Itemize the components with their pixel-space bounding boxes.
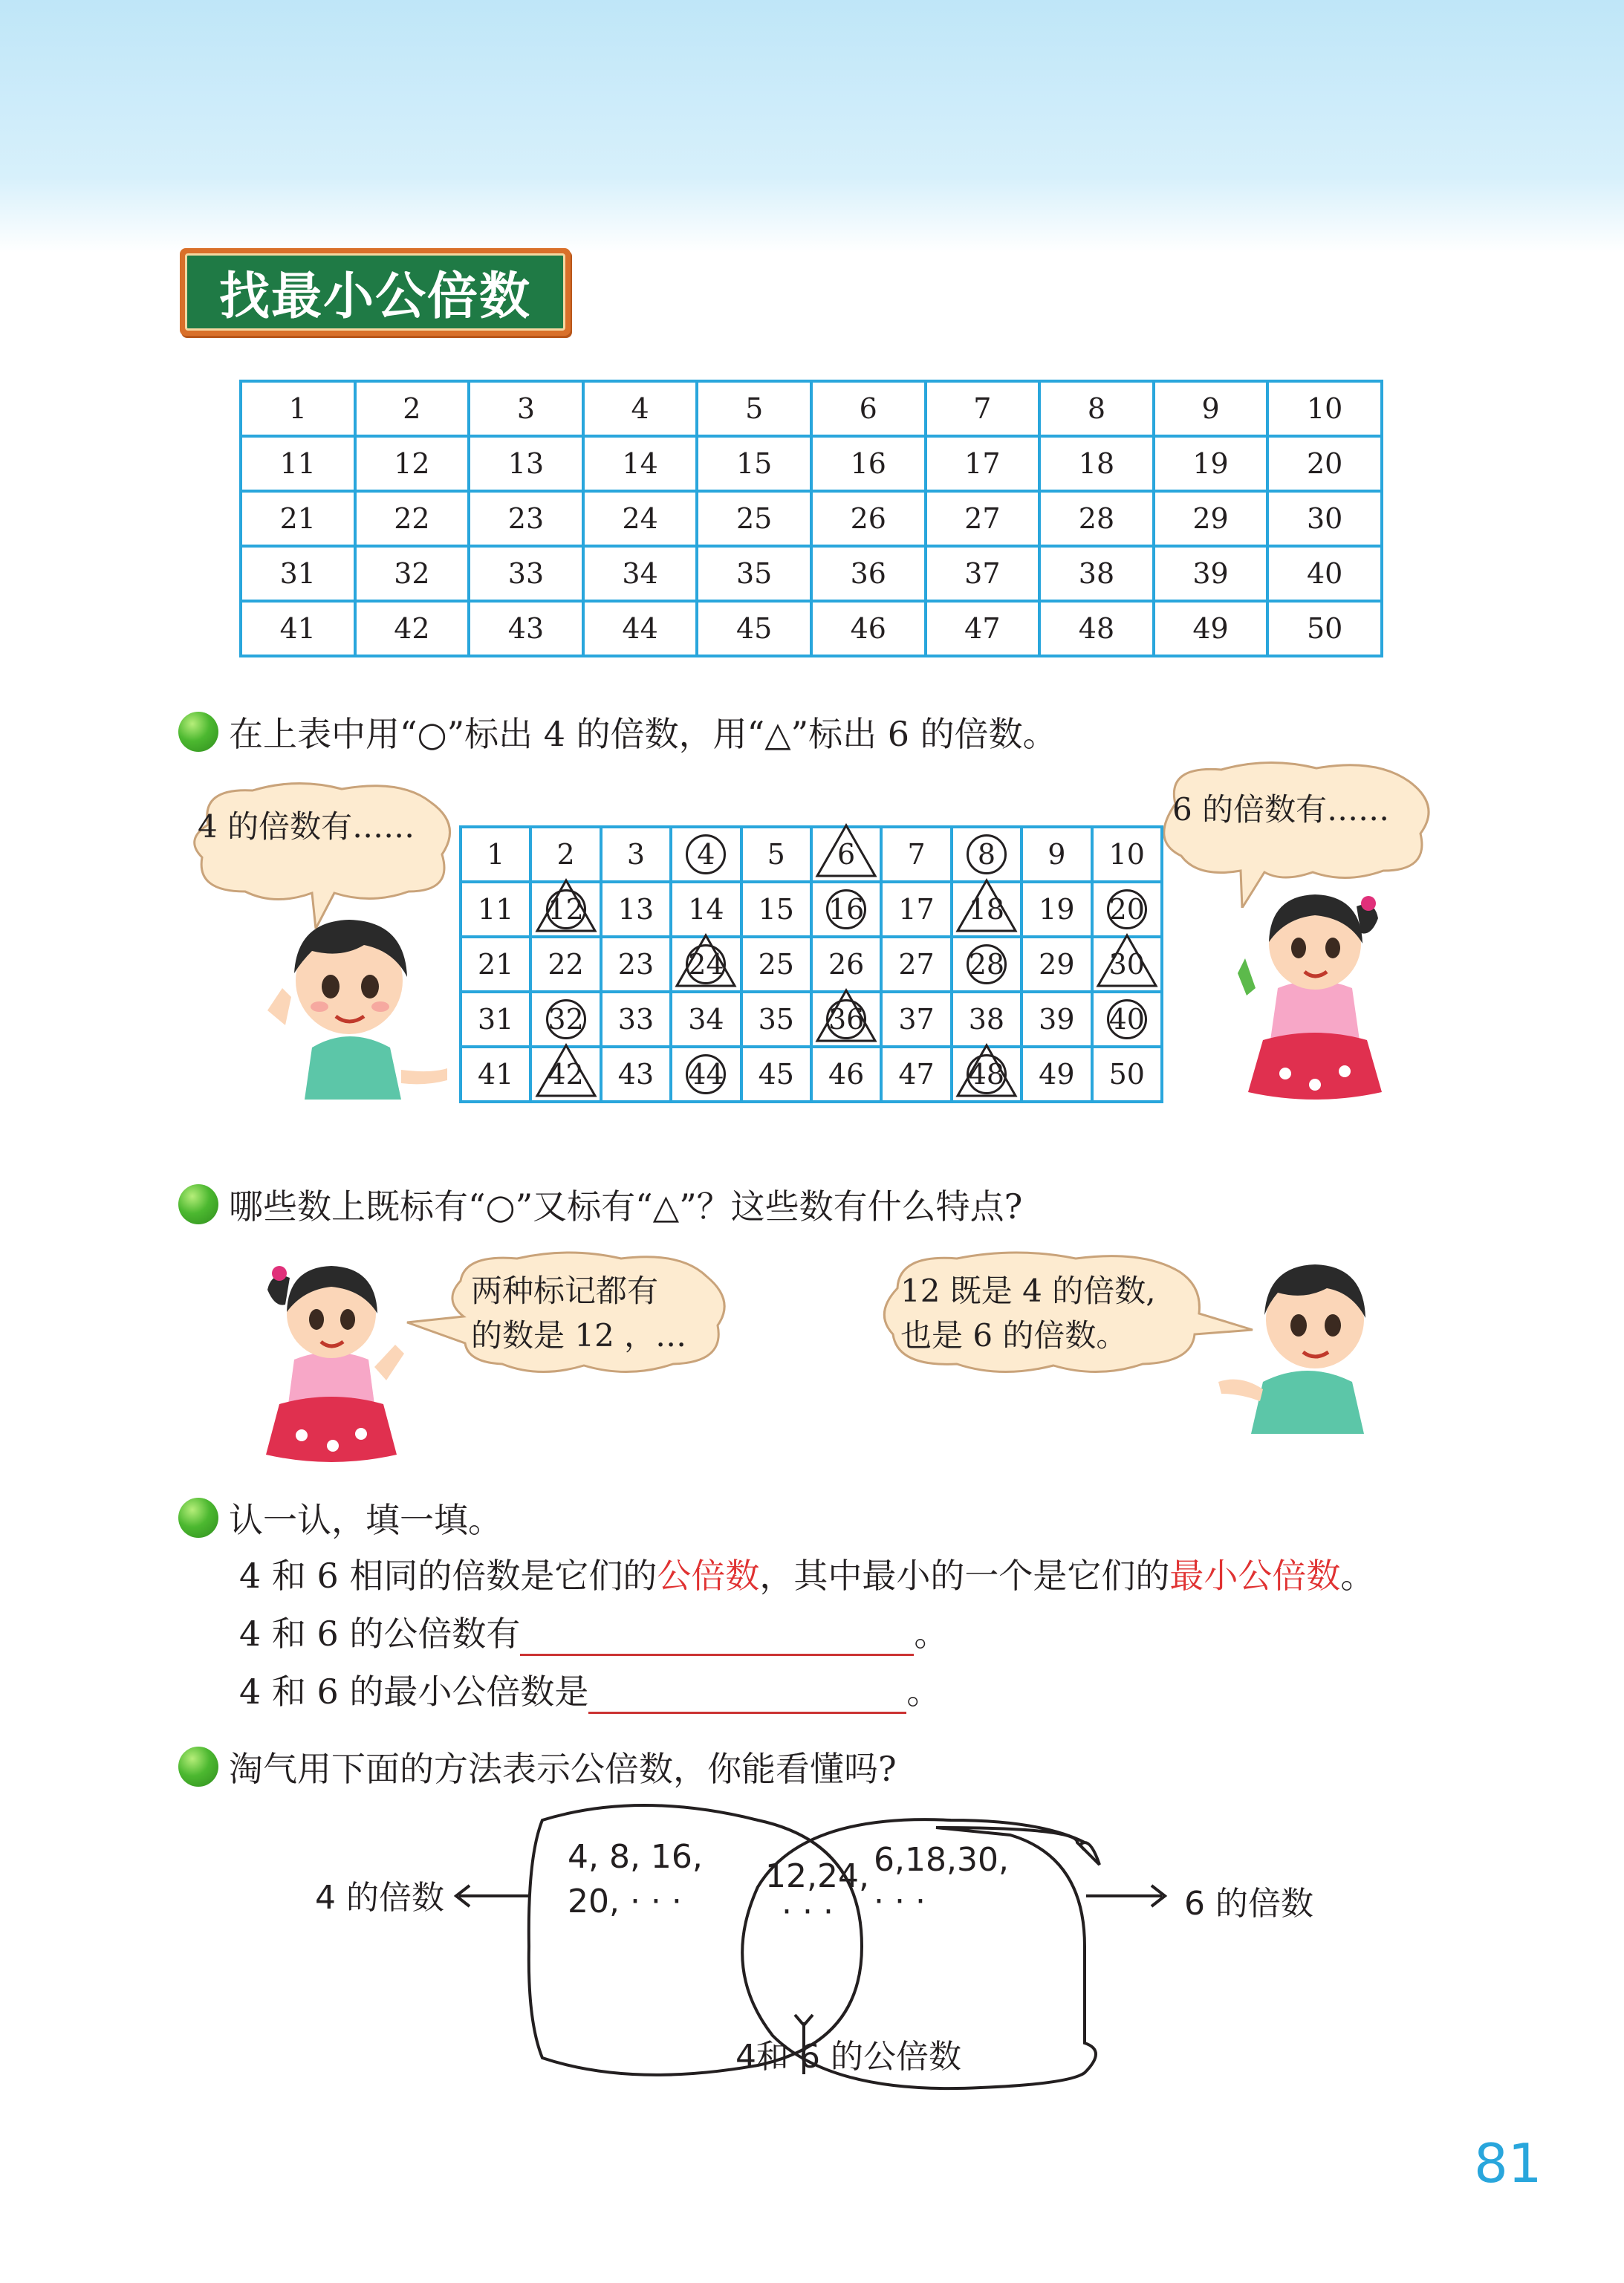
table-cell xyxy=(926,601,1040,656)
term-least-common-multiple: 最小公倍数 xyxy=(1169,1556,1341,1596)
table-cell xyxy=(741,1047,811,1102)
cell-number: 36 xyxy=(850,557,886,590)
cell-number: 8 xyxy=(1087,392,1106,425)
cell-number: 16 xyxy=(828,893,865,926)
table-cell xyxy=(601,937,671,992)
girl-illustration-right xyxy=(1226,877,1404,1114)
table-cell xyxy=(1154,436,1268,491)
cell-number: 17 xyxy=(898,893,935,926)
cell-number: 28 xyxy=(1078,502,1115,535)
cell-number: 37 xyxy=(964,557,1001,590)
table-cell xyxy=(1267,601,1382,656)
cell-number: 19 xyxy=(1192,447,1229,480)
cell-number: 27 xyxy=(964,502,1001,535)
cell-number: 5 xyxy=(745,392,764,425)
table-cell xyxy=(583,381,698,436)
cell-number: 42 xyxy=(548,1058,584,1091)
table-cell xyxy=(241,546,355,601)
cell-number: 21 xyxy=(279,502,316,535)
cell-number: 17 xyxy=(964,447,1001,480)
table-cell xyxy=(697,381,811,436)
table-cell xyxy=(241,601,355,656)
cell-number: 44 xyxy=(622,612,658,645)
green-bullet-icon xyxy=(178,1747,218,1787)
question-4 xyxy=(178,1742,897,1791)
cell-number: 41 xyxy=(279,612,316,645)
cell-number: 40 xyxy=(1108,1003,1145,1036)
cell-number: 15 xyxy=(758,893,794,926)
cell-number: 3 xyxy=(626,838,646,871)
cell-number: 30 xyxy=(1306,502,1343,535)
table-cell xyxy=(697,546,811,601)
speech-bubble-left-text: 4 的倍数有…… xyxy=(198,808,415,845)
cell-number: 41 xyxy=(478,1058,514,1091)
cell-number: 13 xyxy=(617,893,655,926)
table-cell xyxy=(671,1047,741,1102)
fill-end-1: 。 xyxy=(914,1614,949,1654)
table-cell xyxy=(1092,992,1162,1047)
green-bullet-icon xyxy=(178,1498,218,1538)
cell-number: 50 xyxy=(1108,1058,1145,1091)
section-title-badge xyxy=(180,248,571,336)
cell-number: 34 xyxy=(688,1003,724,1036)
down-arrow-head-icon xyxy=(795,2015,813,2025)
table-cell xyxy=(241,381,355,436)
table-cell xyxy=(355,601,470,656)
table-row xyxy=(241,436,1382,491)
table-cell xyxy=(926,436,1040,491)
cell-number: 22 xyxy=(548,948,584,981)
table-cell xyxy=(601,1047,671,1102)
table-cell xyxy=(811,1047,881,1102)
cell-number: 10 xyxy=(1306,392,1343,425)
cell-number: 15 xyxy=(735,447,773,480)
cell-number: 23 xyxy=(507,502,545,535)
table-cell xyxy=(952,827,1022,882)
cell-number: 1 xyxy=(487,838,505,871)
answer-blank-lcm[interactable] xyxy=(588,1679,906,1714)
venn-intersection-line-1: 12,24, xyxy=(765,1857,869,1895)
table-cell xyxy=(461,937,530,992)
venn-intersection-line-2: · · · xyxy=(782,1893,834,1931)
cell-number: 35 xyxy=(735,557,773,590)
table-cell xyxy=(1039,546,1154,601)
cell-number: 42 xyxy=(394,612,430,645)
table-cell xyxy=(530,1047,600,1102)
table-cell xyxy=(811,546,926,601)
table-row xyxy=(461,937,1162,992)
table-cell xyxy=(1092,882,1162,937)
table-cell xyxy=(811,601,926,656)
table-cell xyxy=(741,827,811,882)
table-cell xyxy=(355,491,470,546)
cell-number: 5 xyxy=(767,838,785,871)
question-3-text: 认一认，填一填。 xyxy=(229,1500,502,1540)
page-number: 81 xyxy=(1474,2132,1542,2195)
cell-number: 11 xyxy=(279,447,316,480)
table-row xyxy=(241,491,1382,546)
definition-text-3: 。 xyxy=(1340,1556,1375,1596)
cell-number: 7 xyxy=(973,392,992,425)
cell-number: 20 xyxy=(1108,893,1145,926)
cell-number: 32 xyxy=(548,1003,584,1036)
cell-number: 3 xyxy=(516,392,536,425)
cell-number: 10 xyxy=(1108,838,1145,871)
table-cell xyxy=(1267,546,1382,601)
venn-left-set-line-1: 4, 8, 16, xyxy=(568,1838,703,1876)
cell-number: 49 xyxy=(1192,612,1229,645)
table-cell xyxy=(952,1047,1022,1102)
fill-line-lcm xyxy=(239,1665,941,1714)
cell-number: 12 xyxy=(548,893,584,926)
speech-bubble-boy-line-1: 12 既是 4 的倍数, xyxy=(900,1273,1156,1309)
cell-number: 2 xyxy=(556,838,575,871)
table-cell xyxy=(926,546,1040,601)
table-cell xyxy=(952,937,1022,992)
cell-number: 35 xyxy=(758,1003,794,1036)
cell-number: 9 xyxy=(1048,838,1066,871)
table-cell xyxy=(952,882,1022,937)
table-cell xyxy=(1022,1047,1091,1102)
table-cell xyxy=(811,436,926,491)
cell-number: 23 xyxy=(617,948,655,981)
table-cell xyxy=(530,827,600,882)
table-cell xyxy=(583,491,698,546)
fill-label-common-multiples: 4 和 6 的公倍数有 xyxy=(239,1614,521,1654)
cell-number: 50 xyxy=(1306,612,1343,645)
table-cell xyxy=(811,827,881,882)
definition-text-2: ，其中最小的一个是它们的 xyxy=(759,1556,1170,1596)
table-cell xyxy=(355,381,470,436)
table-cell xyxy=(1022,992,1091,1047)
table-row xyxy=(461,992,1162,1047)
cell-number: 34 xyxy=(622,557,658,590)
table-cell xyxy=(697,601,811,656)
table-cell xyxy=(881,937,951,992)
table-cell xyxy=(697,436,811,491)
cell-number: 16 xyxy=(850,447,886,480)
cell-number: 48 xyxy=(1078,612,1115,645)
table-row xyxy=(241,381,1382,436)
cell-number: 14 xyxy=(622,447,658,480)
cell-number: 1 xyxy=(288,392,307,425)
table-cell xyxy=(1039,381,1154,436)
cell-number: 29 xyxy=(1039,948,1075,981)
cell-number: 47 xyxy=(964,612,1001,645)
cell-number: 45 xyxy=(735,612,773,645)
cell-number: 25 xyxy=(758,948,794,981)
table-cell xyxy=(811,381,926,436)
table-cell xyxy=(952,992,1022,1047)
cell-number: 33 xyxy=(617,1003,655,1036)
table-cell xyxy=(926,381,1040,436)
table-cell xyxy=(671,992,741,1047)
table-cell xyxy=(583,436,698,491)
venn-left-label: 4 的倍数 xyxy=(315,1879,444,1917)
table-cell xyxy=(671,827,741,882)
table-cell xyxy=(1022,882,1091,937)
table-cell xyxy=(583,546,698,601)
boy-illustration xyxy=(253,899,453,1100)
table-cell xyxy=(530,992,600,1047)
table-row xyxy=(461,1047,1162,1102)
table-cell xyxy=(1092,827,1162,882)
cell-number: 39 xyxy=(1039,1003,1075,1036)
cell-number: 46 xyxy=(828,1058,865,1091)
table-cell xyxy=(811,491,926,546)
table-cell xyxy=(461,992,530,1047)
speech-bubble-right-text: 6 的倍数有…… xyxy=(1172,791,1390,828)
table-cell xyxy=(881,1047,951,1102)
venn-left-set-line-2: 20, · · · xyxy=(568,1883,682,1920)
venn-right-label: 6 的倍数 xyxy=(1184,1885,1313,1923)
cell-number: 24 xyxy=(622,502,658,535)
cell-number: 36 xyxy=(828,1003,865,1036)
answer-blank-common-multiples[interactable] xyxy=(520,1621,914,1656)
table-cell xyxy=(461,1047,530,1102)
table-cell xyxy=(811,937,881,992)
green-bullet-icon xyxy=(178,1184,218,1224)
table-cell xyxy=(741,882,811,937)
cell-number: 9 xyxy=(1201,392,1220,425)
cell-number: 18 xyxy=(1078,447,1115,480)
table-row xyxy=(461,827,1162,882)
cell-number: 21 xyxy=(478,948,514,981)
cell-number: 20 xyxy=(1306,447,1343,480)
cell-number: 28 xyxy=(968,948,1005,981)
cell-number: 27 xyxy=(898,948,935,981)
table-cell xyxy=(601,882,671,937)
boy-illustration-right xyxy=(1218,1248,1397,1434)
table-row xyxy=(241,546,1382,601)
table-cell xyxy=(530,882,600,937)
table-cell xyxy=(241,491,355,546)
table-row xyxy=(461,882,1162,937)
table-cell xyxy=(469,546,583,601)
cell-number: 38 xyxy=(1078,557,1115,590)
cell-number: 40 xyxy=(1306,557,1343,590)
table-cell xyxy=(1092,1047,1162,1102)
table-cell xyxy=(1154,491,1268,546)
table-cell xyxy=(469,436,583,491)
marked-number-table xyxy=(459,825,1163,1103)
cell-number: 7 xyxy=(907,838,926,871)
table-cell xyxy=(1092,937,1162,992)
table-cell xyxy=(355,436,470,491)
table-cell xyxy=(881,992,951,1047)
table-cell xyxy=(741,937,811,992)
cell-number: 18 xyxy=(968,893,1005,926)
table-cell xyxy=(697,491,811,546)
table-cell xyxy=(1154,381,1268,436)
header-background xyxy=(0,0,1624,253)
cell-number: 2 xyxy=(403,392,421,425)
cell-number: 24 xyxy=(688,948,724,981)
table-cell xyxy=(1039,436,1154,491)
cell-number: 43 xyxy=(617,1058,655,1091)
definition-line xyxy=(239,1549,1374,1598)
table-cell xyxy=(461,882,530,937)
cell-number: 4 xyxy=(697,838,715,871)
cell-number: 6 xyxy=(837,838,856,871)
fill-label-lcm: 4 和 6 的最小公倍数是 xyxy=(239,1672,589,1712)
table-cell xyxy=(530,937,600,992)
girl-illustration-left xyxy=(250,1248,413,1471)
table-cell xyxy=(1267,381,1382,436)
table-cell xyxy=(881,827,951,882)
cell-number: 14 xyxy=(688,893,724,926)
table-cell xyxy=(1154,601,1268,656)
table-cell xyxy=(671,882,741,937)
speech-bubble-girl-line-2: 的数是 12 ，… xyxy=(471,1317,687,1354)
cell-number: 8 xyxy=(977,838,996,871)
question-3 xyxy=(178,1493,502,1542)
speech-bubble-girl-line-1: 两种标记都有 xyxy=(471,1273,659,1309)
cell-number: 46 xyxy=(850,612,886,645)
venn-right-set-line-2: · · · xyxy=(874,1883,926,1920)
table-cell xyxy=(469,491,583,546)
cell-number: 31 xyxy=(279,557,316,590)
question-1 xyxy=(178,707,1057,756)
table-cell xyxy=(355,546,470,601)
section-title: 找最小公倍数 xyxy=(185,253,565,331)
cell-number: 11 xyxy=(478,893,514,926)
table-row xyxy=(241,601,1382,656)
table-cell xyxy=(1039,491,1154,546)
cell-number: 31 xyxy=(478,1003,514,1036)
table-cell xyxy=(811,882,881,937)
fill-end-2: 。 xyxy=(906,1672,941,1712)
term-common-multiple: 公倍数 xyxy=(657,1556,760,1596)
cell-number: 38 xyxy=(968,1003,1005,1036)
table-cell xyxy=(1022,827,1091,882)
cell-number: 13 xyxy=(507,447,545,480)
table-cell xyxy=(1022,937,1091,992)
cell-number: 47 xyxy=(898,1058,935,1091)
cell-number: 43 xyxy=(507,612,545,645)
table-cell xyxy=(741,992,811,1047)
table-cell xyxy=(469,381,583,436)
table-cell xyxy=(671,937,741,992)
table-cell xyxy=(1267,491,1382,546)
table-cell xyxy=(1039,601,1154,656)
table-cell xyxy=(881,882,951,937)
table-cell xyxy=(241,436,355,491)
cell-number: 30 xyxy=(1108,948,1145,981)
speech-bubble-boy-line-2: 也是 6 的倍数。 xyxy=(900,1317,1128,1354)
fill-line-common-multiples xyxy=(239,1607,948,1656)
cell-number: 32 xyxy=(394,557,430,590)
definition-text-1: 4 和 6 相同的倍数是它们的 xyxy=(239,1556,657,1596)
table-cell xyxy=(469,601,583,656)
table-cell xyxy=(926,491,1040,546)
cell-number: 33 xyxy=(507,557,545,590)
table-cell xyxy=(1267,436,1382,491)
cell-number: 25 xyxy=(735,502,773,535)
table-cell xyxy=(1154,546,1268,601)
table-cell xyxy=(811,992,881,1047)
cell-number: 49 xyxy=(1039,1058,1075,1091)
cell-number: 29 xyxy=(1192,502,1229,535)
cell-number: 19 xyxy=(1039,893,1075,926)
cell-number: 37 xyxy=(898,1003,935,1036)
green-bullet-icon xyxy=(178,712,218,752)
cell-number: 12 xyxy=(394,447,430,480)
venn-right-set-line-1: 6,18,30, xyxy=(874,1841,1009,1879)
question-4-text: 淘气用下面的方法表示公倍数，你能看懂吗? xyxy=(229,1749,897,1789)
cell-number: 44 xyxy=(688,1058,724,1091)
cell-number: 48 xyxy=(968,1058,1005,1091)
table-cell xyxy=(583,601,698,656)
cell-number: 4 xyxy=(631,392,649,425)
cell-number: 22 xyxy=(394,502,430,535)
cell-number: 39 xyxy=(1192,557,1229,590)
cell-number: 45 xyxy=(758,1058,794,1091)
cell-number: 26 xyxy=(850,502,886,535)
cell-number: 26 xyxy=(828,948,865,981)
venn-bottom-label: 4和 6 的公倍数 xyxy=(735,2038,961,2076)
cell-number: 6 xyxy=(859,392,877,425)
table-cell xyxy=(601,992,671,1047)
question-1-text: 在上表中用“○”标出 4 的倍数，用“△”标出 6 的倍数。 xyxy=(229,714,1057,754)
question-2 xyxy=(178,1180,1022,1229)
table-cell xyxy=(601,827,671,882)
question-2-text: 哪些数上既标有“○”又标有“△”？这些数有什么特点? xyxy=(229,1186,1023,1227)
number-table xyxy=(239,380,1383,657)
table-cell xyxy=(461,827,530,882)
